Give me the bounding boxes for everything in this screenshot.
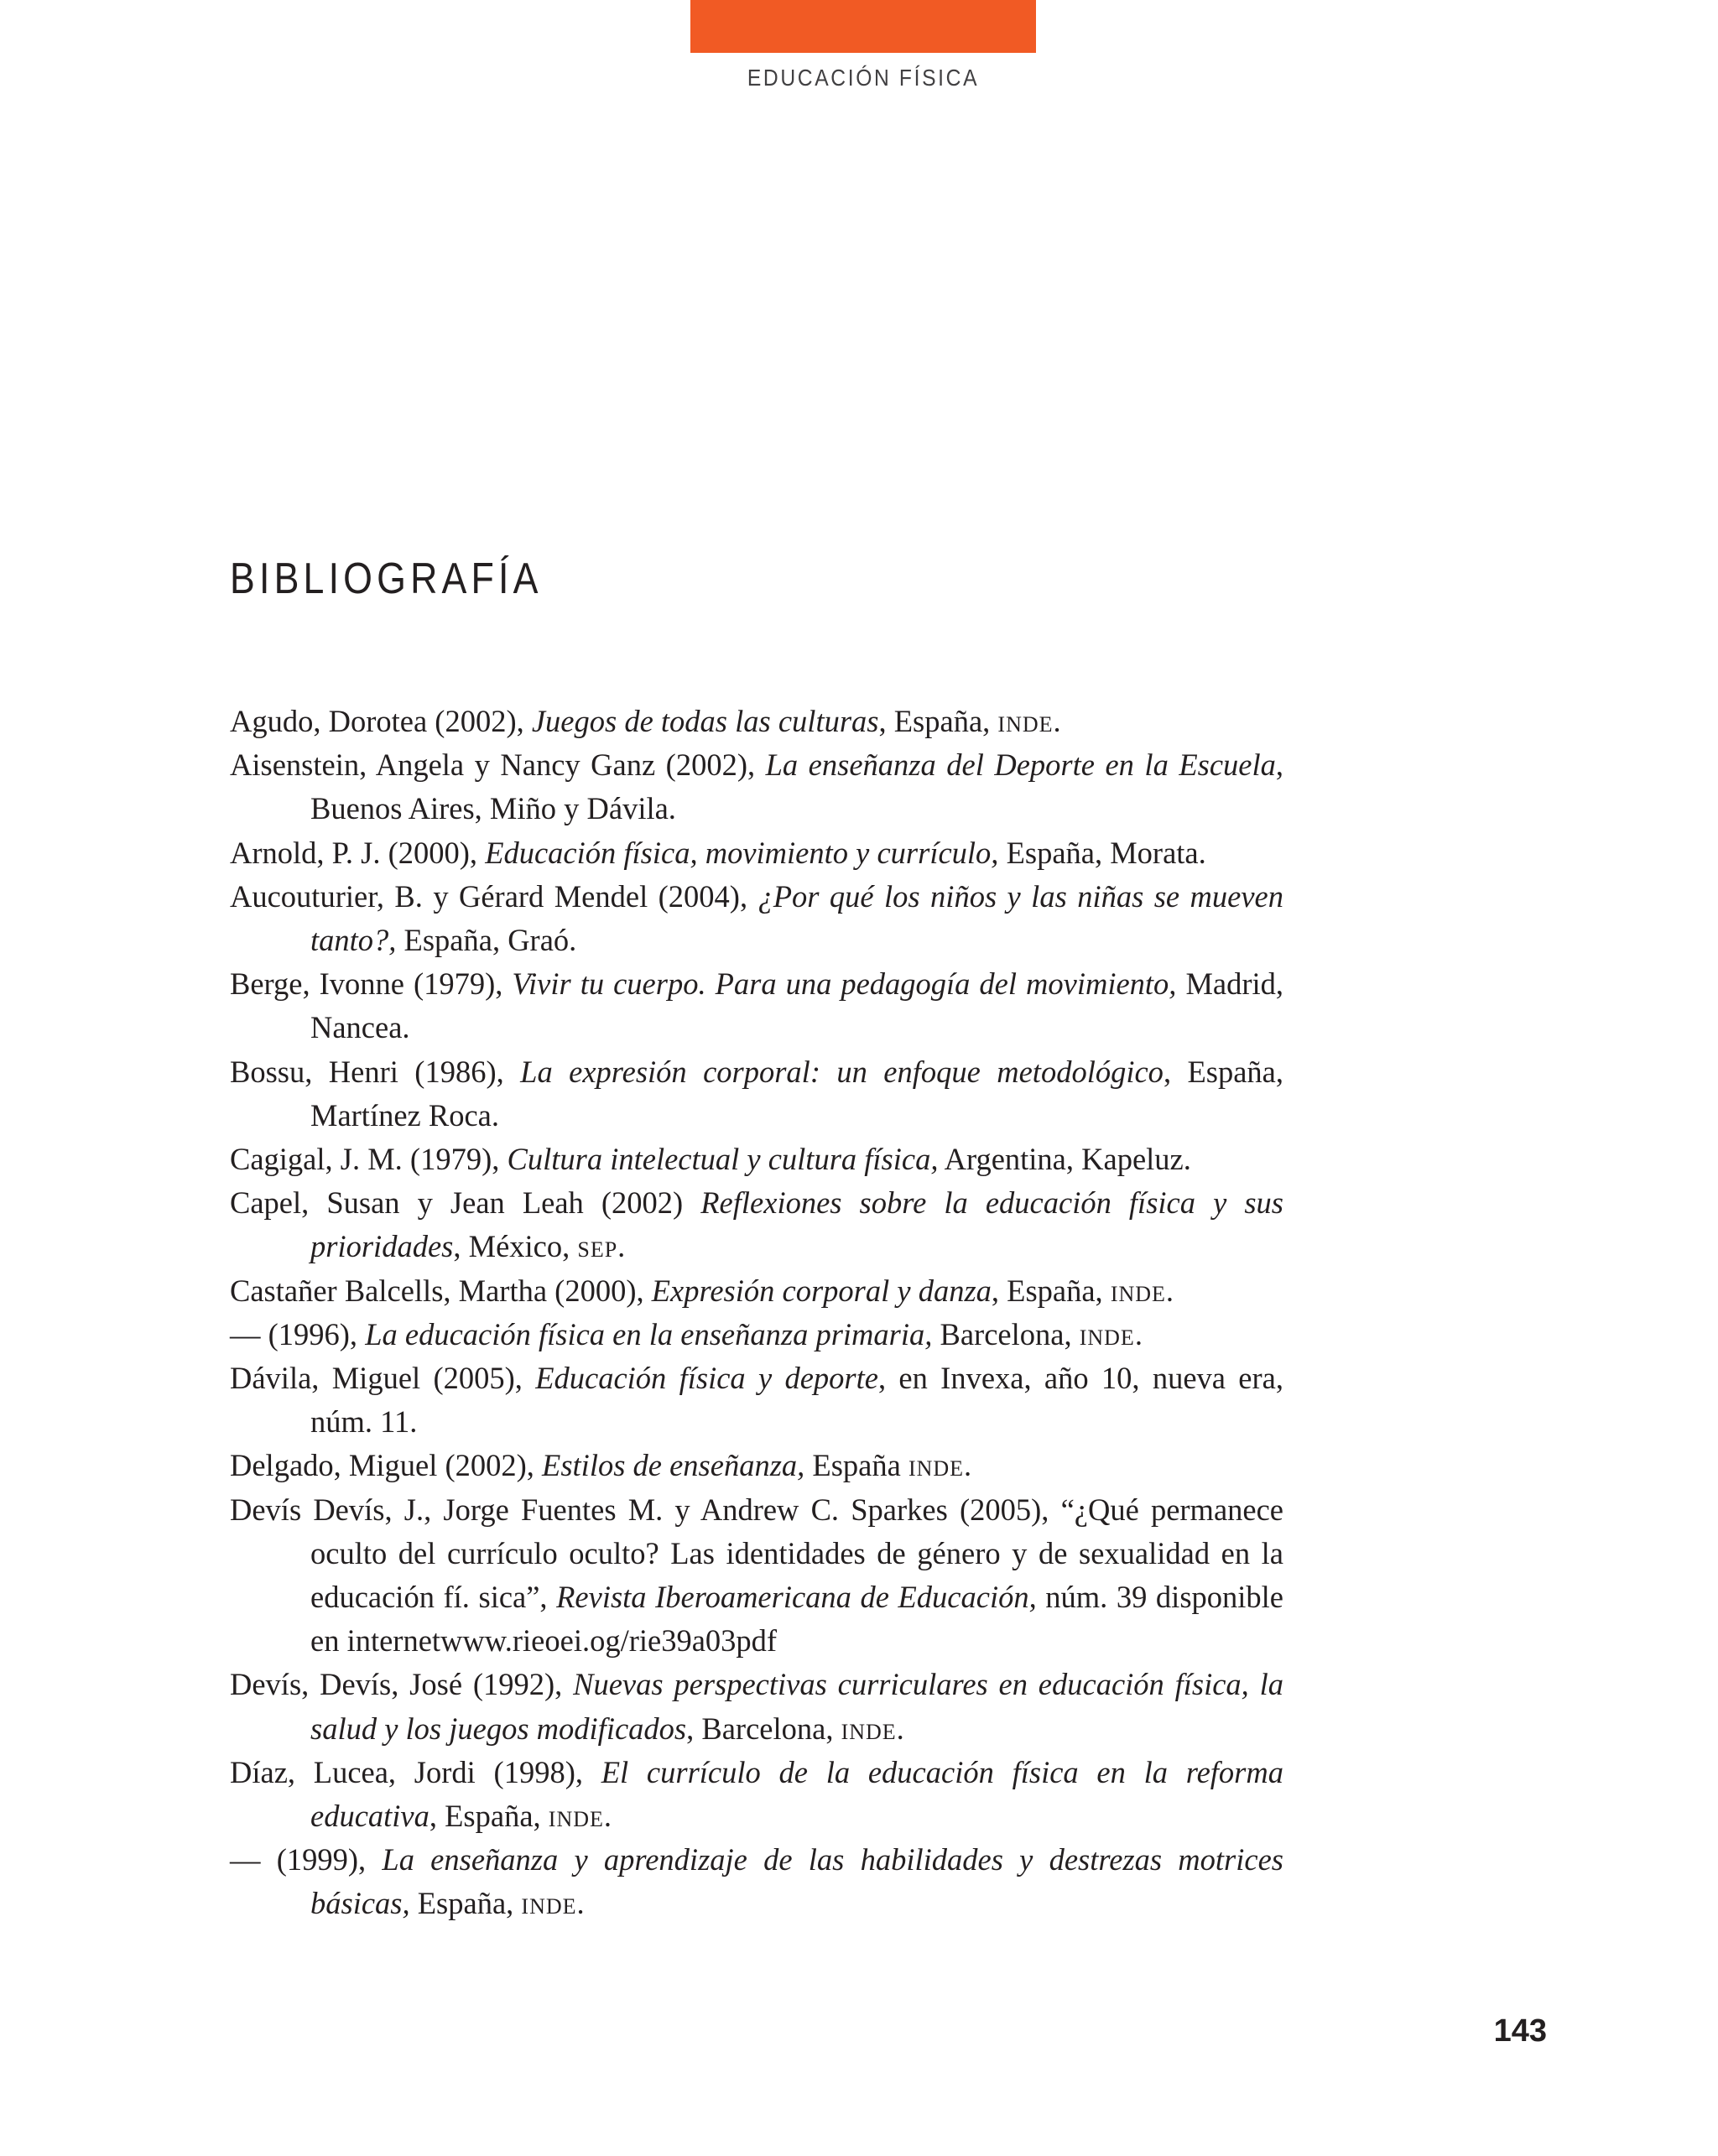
bibliography-entry: Berge, Ivonne (1979), Vivir tu cuerpo. Para una pedagogía del movimiento, Madrid, Nancea.: [230, 966, 1284, 1045]
bibliography-entry: Cagigal, J. M. (1979), Cultura intelectual y cultura física, Argentina, Kapeluz.: [230, 1142, 1191, 1177]
section-title: BIBLIOGRAFÍA: [230, 555, 543, 603]
bibliography-entry: — (1999), La enseñanza y aprendizaje de las habilidades y destrezas motrices básicas, España, inde.: [230, 1842, 1283, 1921]
bibliography-entry: Bossu, Henri (1986), La expresión corporal: un enfoque metodológico, España, Martínez Roca.: [230, 1054, 1283, 1133]
bibliography-entry: Capel, Susan y Jean Leah (2002) Reflexiones sobre la educación física y sus prioridades, México, sep.: [230, 1185, 1283, 1264]
bibliography-list: [230, 700, 1283, 1926]
running-header: EDUCACIÓN FÍSICA: [747, 65, 980, 91]
header-accent-bar: [690, 0, 1036, 53]
bibliography-entry: Dávila, Miguel (2005), Educación física y deporte, en Invexa, año 10, nueva era, núm. 11.: [230, 1361, 1283, 1440]
bibliography-entry: Devís, Devís, José (1992), Nuevas perspectivas curriculares en educación física, la salud y los juegos modificados, Barcelona, inde.: [230, 1667, 1284, 1746]
bibliography-entry: Castañer Balcells, Martha (2000), Expresión corporal y danza, España, inde.: [230, 1273, 1174, 1308]
bibliography-entry: Aisenstein, Angela y Nancy Ganz (2002), La enseñanza del Deporte en la Escuela, Buenos Aires, Miño y Dávila.: [230, 747, 1283, 826]
bibliography-entry: Díaz, Lucea, Jordi (1998), El currículo de la educación física en la reforma educativa, España, inde.: [230, 1754, 1283, 1834]
bibliography-entry: Agudo, Dorotea (2002), Juegos de todas las culturas, España, inde.: [230, 704, 1061, 738]
bibliography-entry: Devís Devís, J., Jorge Fuentes M. y Andrew C. Sparkes (2005), “¿Qué permanece oculto del currículo oculto? Las identidades de género y de sexualidad en la educación fí. sica”, Revista Iberoamericana de Educación, núm. 39 disponible en internetwww.rieoei.og/rie39a03pdf: [230, 1492, 1283, 1659]
bibliography-entry: — (1996), La educación física en la enseñanza primaria, Barcelona, inde.: [230, 1316, 1143, 1351]
bibliography-entry: Aucouturier, B. y Gérard Mendel (2004), ¿Por qué los niños y las niñas se mueven tanto?, España, Graó.: [230, 878, 1283, 958]
bibliography-entry: Arnold, P. J. (2000), Educación física, movimiento y currículo, España, Morata.: [230, 835, 1206, 870]
page-number: 143: [1493, 2013, 1547, 2049]
bibliography-entry: Delgado, Miguel (2002), Estilos de enseñanza, España inde.: [230, 1448, 972, 1483]
